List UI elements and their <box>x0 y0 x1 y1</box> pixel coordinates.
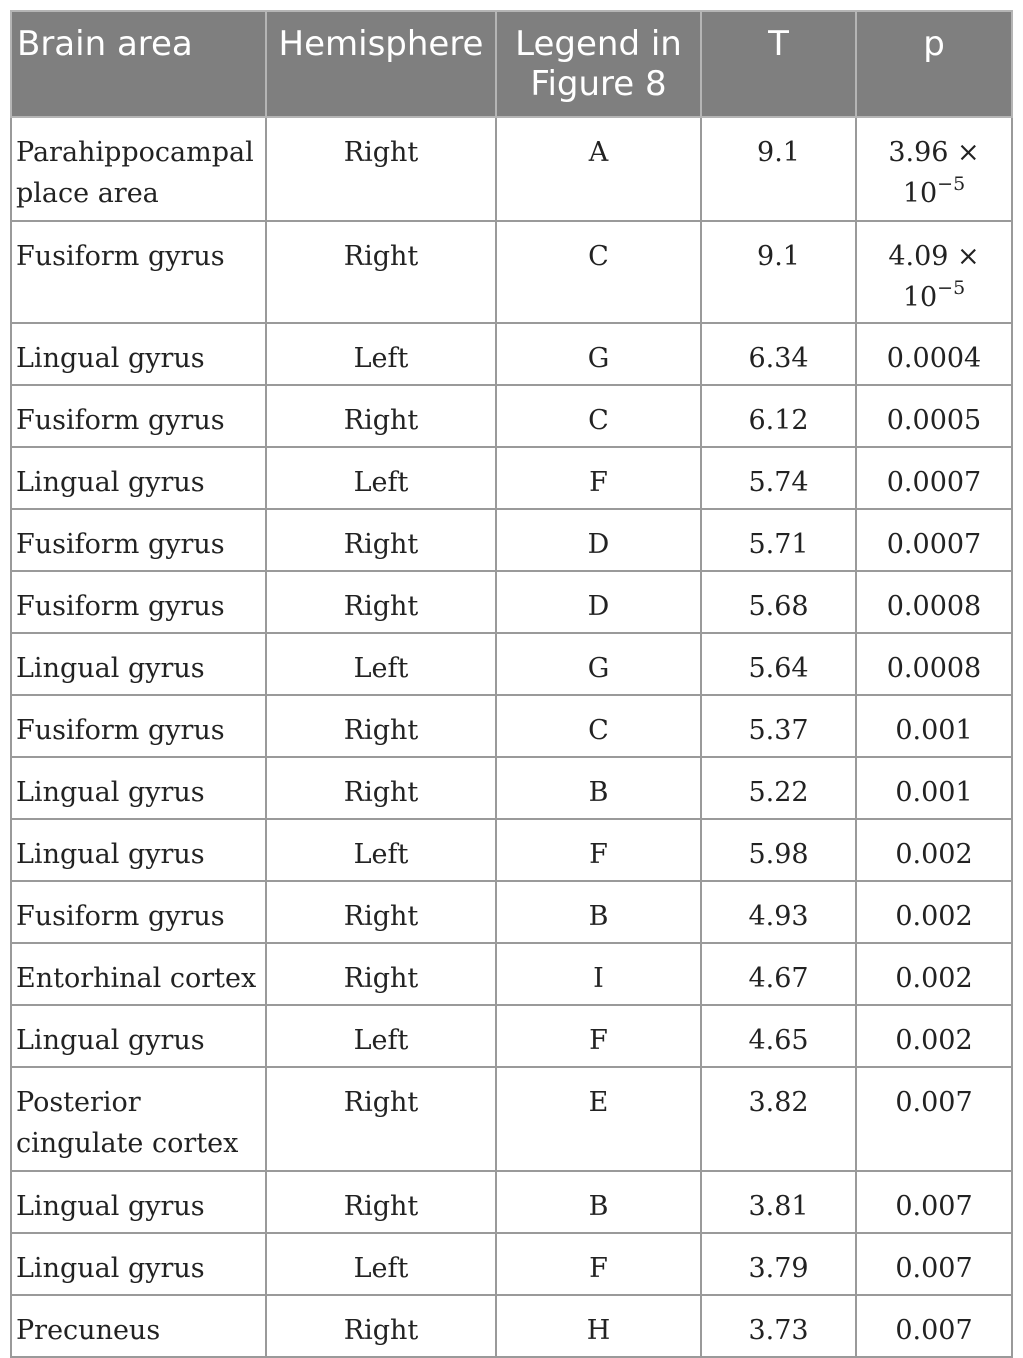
cell-t: 9.1 <box>701 117 856 221</box>
cell-p <box>856 221 1012 323</box>
table-row <box>11 1171 1012 1233</box>
p-base: 3.96 × 10 <box>888 137 980 209</box>
cell-hemisphere: Left <box>266 447 496 509</box>
header-legend: Legend in Figure 8 <box>496 11 701 117</box>
table-row <box>11 1005 1012 1067</box>
cell-p: 0.007 <box>856 1067 1012 1171</box>
table-row <box>11 571 1012 633</box>
table-row <box>11 1233 1012 1295</box>
cell-legend: D <box>496 571 701 633</box>
table-row <box>11 633 1012 695</box>
table-row <box>11 881 1012 943</box>
table-row <box>11 695 1012 757</box>
cell-brain-area: Parahippocampal place area <box>11 117 266 221</box>
cell-legend: D <box>496 509 701 571</box>
p-base: 4.09 × 10 <box>888 241 980 313</box>
cell-legend: E <box>496 1067 701 1171</box>
cell-hemisphere: Left <box>266 819 496 881</box>
cell-t: 4.93 <box>701 881 856 943</box>
cell-t: 3.81 <box>701 1171 856 1233</box>
cell-p: 0.007 <box>856 1171 1012 1233</box>
cell-hemisphere: Left <box>266 323 496 385</box>
cell-p: 0.001 <box>856 757 1012 819</box>
cell-legend: B <box>496 881 701 943</box>
cell-hemisphere: Right <box>266 1067 496 1171</box>
cell-t: 3.73 <box>701 1295 856 1357</box>
cell-hemisphere: Right <box>266 1171 496 1233</box>
cell-brain-area: Fusiform gyrus <box>11 221 266 323</box>
cell-hemisphere: Right <box>266 943 496 1005</box>
table-row <box>11 221 1012 323</box>
cell-hemisphere: Right <box>266 221 496 323</box>
cell-hemisphere: Left <box>266 1233 496 1295</box>
table-row <box>11 757 1012 819</box>
cell-legend: F <box>496 819 701 881</box>
table-row <box>11 447 1012 509</box>
header-brain-area: Brain area <box>11 11 266 117</box>
table-row <box>11 1067 1012 1171</box>
cell-hemisphere: Right <box>266 881 496 943</box>
cell-t: 3.79 <box>701 1233 856 1295</box>
cell-t: 6.34 <box>701 323 856 385</box>
cell-hemisphere: Left <box>266 633 496 695</box>
cell-brain-area: Fusiform gyrus <box>11 695 266 757</box>
cell-legend: A <box>496 117 701 221</box>
cell-legend: G <box>496 633 701 695</box>
cell-t: 4.67 <box>701 943 856 1005</box>
cell-t: 5.71 <box>701 509 856 571</box>
cell-hemisphere: Right <box>266 695 496 757</box>
header-t: T <box>701 11 856 117</box>
cell-legend: H <box>496 1295 701 1357</box>
cell-legend: B <box>496 757 701 819</box>
cell-hemisphere: Right <box>266 117 496 221</box>
cell-brain-area: Lingual gyrus <box>11 1171 266 1233</box>
cell-hemisphere: Right <box>266 509 496 571</box>
cell-brain-area: Lingual gyrus <box>11 323 266 385</box>
table-row <box>11 385 1012 447</box>
cell-brain-area: Lingual gyrus <box>11 1233 266 1295</box>
cell-p: 0.0008 <box>856 571 1012 633</box>
cell-p: 0.002 <box>856 881 1012 943</box>
cell-p: 0.007 <box>856 1295 1012 1357</box>
cell-p: 0.001 <box>856 695 1012 757</box>
cell-p: 0.007 <box>856 1233 1012 1295</box>
p-exponent: −5 <box>937 173 966 195</box>
table-row <box>11 819 1012 881</box>
cell-brain-area: Precuneus <box>11 1295 266 1357</box>
table-body <box>11 117 1012 1357</box>
cell-t: 9.1 <box>701 221 856 323</box>
cell-brain-area: Fusiform gyrus <box>11 881 266 943</box>
cell-legend: G <box>496 323 701 385</box>
table-row <box>11 943 1012 1005</box>
cell-p: 0.0007 <box>856 509 1012 571</box>
cell-brain-area: Fusiform gyrus <box>11 571 266 633</box>
cell-hemisphere: Right <box>266 385 496 447</box>
cell-t: 5.68 <box>701 571 856 633</box>
cell-t: 5.74 <box>701 447 856 509</box>
cell-brain-area: Lingual gyrus <box>11 633 266 695</box>
table-row <box>11 323 1012 385</box>
cell-t: 5.37 <box>701 695 856 757</box>
cell-hemisphere: Right <box>266 1295 496 1357</box>
cell-t: 4.65 <box>701 1005 856 1067</box>
p-exponent: −5 <box>937 277 966 299</box>
cell-t: 6.12 <box>701 385 856 447</box>
cell-hemisphere: Left <box>266 1005 496 1067</box>
cell-p: 0.0007 <box>856 447 1012 509</box>
cell-p: 0.0005 <box>856 385 1012 447</box>
results-table <box>10 10 1013 1358</box>
cell-p: 0.0008 <box>856 633 1012 695</box>
cell-t: 5.64 <box>701 633 856 695</box>
cell-t: 5.22 <box>701 757 856 819</box>
table-row <box>11 1295 1012 1357</box>
cell-t: 5.98 <box>701 819 856 881</box>
cell-brain-area: Lingual gyrus <box>11 1005 266 1067</box>
header-p: p <box>856 11 1012 117</box>
cell-legend: C <box>496 695 701 757</box>
cell-brain-area: Fusiform gyrus <box>11 385 266 447</box>
cell-legend: F <box>496 1233 701 1295</box>
cell-t: 3.82 <box>701 1067 856 1171</box>
cell-legend: B <box>496 1171 701 1233</box>
cell-p <box>856 117 1012 221</box>
cell-p: 0.002 <box>856 943 1012 1005</box>
cell-brain-area: Lingual gyrus <box>11 447 266 509</box>
cell-brain-area: Posterior cingulate cortex <box>11 1067 266 1171</box>
cell-legend: F <box>496 447 701 509</box>
header-row <box>11 11 1012 117</box>
table-row <box>11 509 1012 571</box>
cell-legend: C <box>496 221 701 323</box>
cell-legend: I <box>496 943 701 1005</box>
cell-p: 0.002 <box>856 1005 1012 1067</box>
cell-legend: F <box>496 1005 701 1067</box>
header-hemisphere: Hemisphere <box>266 11 496 117</box>
cell-legend: C <box>496 385 701 447</box>
cell-brain-area: Lingual gyrus <box>11 819 266 881</box>
cell-brain-area: Lingual gyrus <box>11 757 266 819</box>
cell-hemisphere: Right <box>266 757 496 819</box>
table-row <box>11 117 1012 221</box>
cell-brain-area: Fusiform gyrus <box>11 509 266 571</box>
cell-brain-area: Entorhinal cortex <box>11 943 266 1005</box>
cell-hemisphere: Right <box>266 571 496 633</box>
cell-p: 0.002 <box>856 819 1012 881</box>
cell-p: 0.0004 <box>856 323 1012 385</box>
